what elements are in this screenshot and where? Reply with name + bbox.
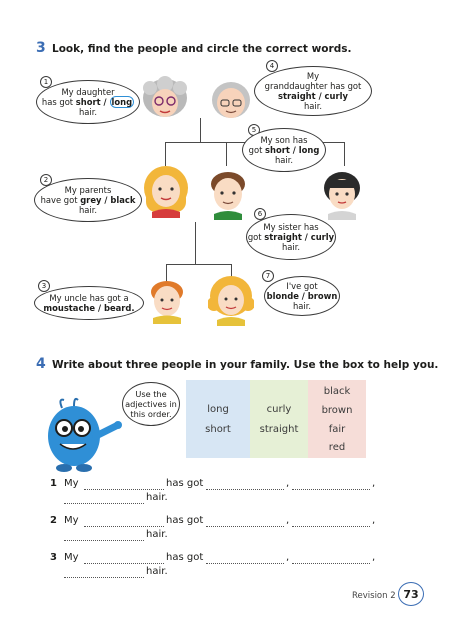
- word-brown: brown: [321, 405, 353, 416]
- bubble-1-line3: hair.: [78, 107, 98, 117]
- bubble-7-option-b[interactable]: brown: [307, 291, 338, 301]
- bubble-1-line1: My daughter: [61, 87, 115, 97]
- row-2-adjective-blank-2[interactable]: [292, 526, 370, 527]
- mascot-bubble-line2: adjectives in: [125, 399, 177, 409]
- bubble-6-line1: My sister has: [263, 222, 319, 232]
- row-3-adjective-blank-2[interactable]: [292, 563, 370, 564]
- row-3-hair: hair.: [146, 566, 168, 577]
- row-2-comma-2: ,: [372, 515, 376, 526]
- bubble-3-sep: /: [95, 303, 104, 313]
- bubble-2-line1: My parents: [64, 185, 112, 195]
- speech-bubble-2: [34, 178, 142, 222]
- exercise-3-number: 3: [36, 40, 46, 56]
- bubble-2-option-b[interactable]: black: [110, 195, 136, 205]
- father-avatar: [206, 170, 250, 220]
- row-2-relative-blank[interactable]: [84, 526, 164, 527]
- row-1-number: 1: [50, 478, 57, 489]
- row-2-has-got: has got: [166, 515, 204, 526]
- bubble-3-badge: 3: [38, 280, 50, 292]
- speech-bubble-7: [264, 276, 340, 316]
- exercise-3-title: Look, find the people and circle the correct words.: [52, 43, 352, 55]
- row-1-relative-blank[interactable]: [84, 489, 164, 490]
- girl-avatar: [208, 274, 254, 326]
- row-1-adjective-blank-3[interactable]: [64, 503, 144, 504]
- row-1-has-got: has got: [166, 478, 204, 489]
- word-box-col-length: [186, 380, 250, 458]
- word-fair: fair: [328, 424, 346, 435]
- bubble-4-sep: /: [315, 91, 325, 101]
- footer-section-label: Revision 2: [352, 591, 396, 601]
- word-straight: straight: [259, 424, 299, 435]
- bubble-1-option-a[interactable]: short: [75, 97, 101, 107]
- bubble-7-line1: I've got: [286, 281, 318, 291]
- mascot-bubble-line1: Use the: [135, 389, 167, 399]
- bubble-5-line1: My son has: [260, 135, 308, 145]
- bubble-4-line4: hair.: [303, 101, 323, 111]
- bubble-4-line1: My: [306, 71, 320, 81]
- bubble-3-line1: My uncle has got a: [49, 293, 129, 303]
- bubble-5-line3: hair.: [274, 155, 294, 165]
- bubble-7-option-a[interactable]: blonde: [266, 291, 299, 301]
- row-3-number: 3: [50, 552, 57, 563]
- speech-bubble-6: [246, 214, 336, 260]
- row-3-adjective-blank-1[interactable]: [206, 563, 284, 564]
- bubble-4-badge: 4: [266, 60, 278, 72]
- bubble-1-sep: /: [100, 97, 110, 107]
- bubble-1-badge: 1: [40, 76, 52, 88]
- bubble-3-option-b[interactable]: beard: [103, 303, 132, 313]
- bubble-6-line3: hair.: [281, 242, 301, 252]
- bubble-1-line2-pre: has got: [41, 97, 76, 107]
- row-3-has-got: has got: [166, 552, 204, 563]
- page-number: 73: [403, 587, 419, 601]
- row-1-comma-1: ,: [286, 478, 290, 489]
- exercise-4-number: 4: [36, 356, 46, 372]
- aunt-avatar: [320, 170, 364, 220]
- row-3-comma-2: ,: [372, 552, 376, 563]
- bubble-5-option-a[interactable]: short: [265, 145, 290, 155]
- bubble-2-badge: 2: [40, 174, 52, 186]
- page-number-badge: [398, 582, 424, 606]
- bubble-4-option-a[interactable]: straight: [278, 91, 316, 101]
- row-1-comma-2: ,: [372, 478, 376, 489]
- row-3-comma-1: ,: [286, 552, 290, 563]
- row-2-adjective-blank-1[interactable]: [206, 526, 284, 527]
- grandfather-avatar: [208, 78, 254, 122]
- grandmother-avatar: [140, 76, 190, 122]
- mascot-speech-bubble: [122, 382, 180, 426]
- bubble-6-line2-pre: got: [247, 232, 265, 242]
- word-short: short: [205, 424, 231, 435]
- bubble-2-line3: hair.: [78, 205, 98, 215]
- bubble-3-end: .: [131, 303, 135, 313]
- row-2-adjective-blank-3[interactable]: [64, 540, 144, 541]
- row-2-number: 2: [50, 515, 57, 526]
- speech-bubble-4: [254, 66, 372, 116]
- bubble-6-sep: /: [301, 232, 311, 242]
- exercise-4-title: Write about three people in your family. Use the box to help you.: [52, 359, 439, 371]
- bubble-3-option-a[interactable]: moustache: [43, 303, 96, 313]
- bubble-5-badge: 5: [248, 124, 260, 136]
- bubble-5-sep: /: [289, 145, 299, 155]
- bubble-6-option-b[interactable]: curly: [310, 232, 335, 242]
- row-2-hair: hair.: [146, 529, 168, 540]
- bubble-4-line2: granddaughter has got: [264, 81, 362, 91]
- word-long: long: [207, 404, 229, 415]
- bubble-7-line3: hair.: [292, 301, 312, 311]
- mascot-bubble-line3: this order.: [130, 409, 172, 419]
- speech-bubble-1: [36, 80, 140, 124]
- row-1-my: My: [64, 478, 79, 489]
- row-2-comma-1: ,: [286, 515, 290, 526]
- mother-avatar: [142, 164, 190, 218]
- row-3-relative-blank[interactable]: [84, 563, 164, 564]
- row-1-adjective-blank-1[interactable]: [206, 489, 284, 490]
- word-black: black: [323, 386, 351, 397]
- bubble-2-sep: /: [101, 195, 111, 205]
- bubble-7-badge: 7: [262, 270, 274, 282]
- row-1-adjective-blank-2[interactable]: [292, 489, 370, 490]
- word-red: red: [328, 442, 346, 453]
- row-1-hair: hair.: [146, 492, 168, 503]
- bubble-7-sep: /: [298, 291, 308, 301]
- word-curly: curly: [266, 404, 292, 415]
- bubble-6-option-a[interactable]: straight: [264, 232, 302, 242]
- bubble-2-option-a[interactable]: grey: [80, 195, 102, 205]
- row-3-my: My: [64, 552, 79, 563]
- bubble-6-badge: 6: [254, 208, 266, 220]
- boy-avatar: [146, 278, 188, 324]
- row-2-my: My: [64, 515, 79, 526]
- bubble-5-option-b[interactable]: long: [298, 145, 320, 155]
- speech-bubble-3: [34, 286, 144, 320]
- row-3-adjective-blank-3[interactable]: [64, 577, 144, 578]
- bubble-4-option-b[interactable]: curly: [324, 91, 348, 101]
- speech-bubble-5: [242, 128, 326, 172]
- bubble-5-line2-pre: got: [248, 145, 266, 155]
- bubble-1-option-b[interactable]: long: [111, 97, 133, 107]
- blue-monster-mascot: [44, 392, 124, 474]
- bubble-2-line2-pre: have got: [40, 195, 81, 205]
